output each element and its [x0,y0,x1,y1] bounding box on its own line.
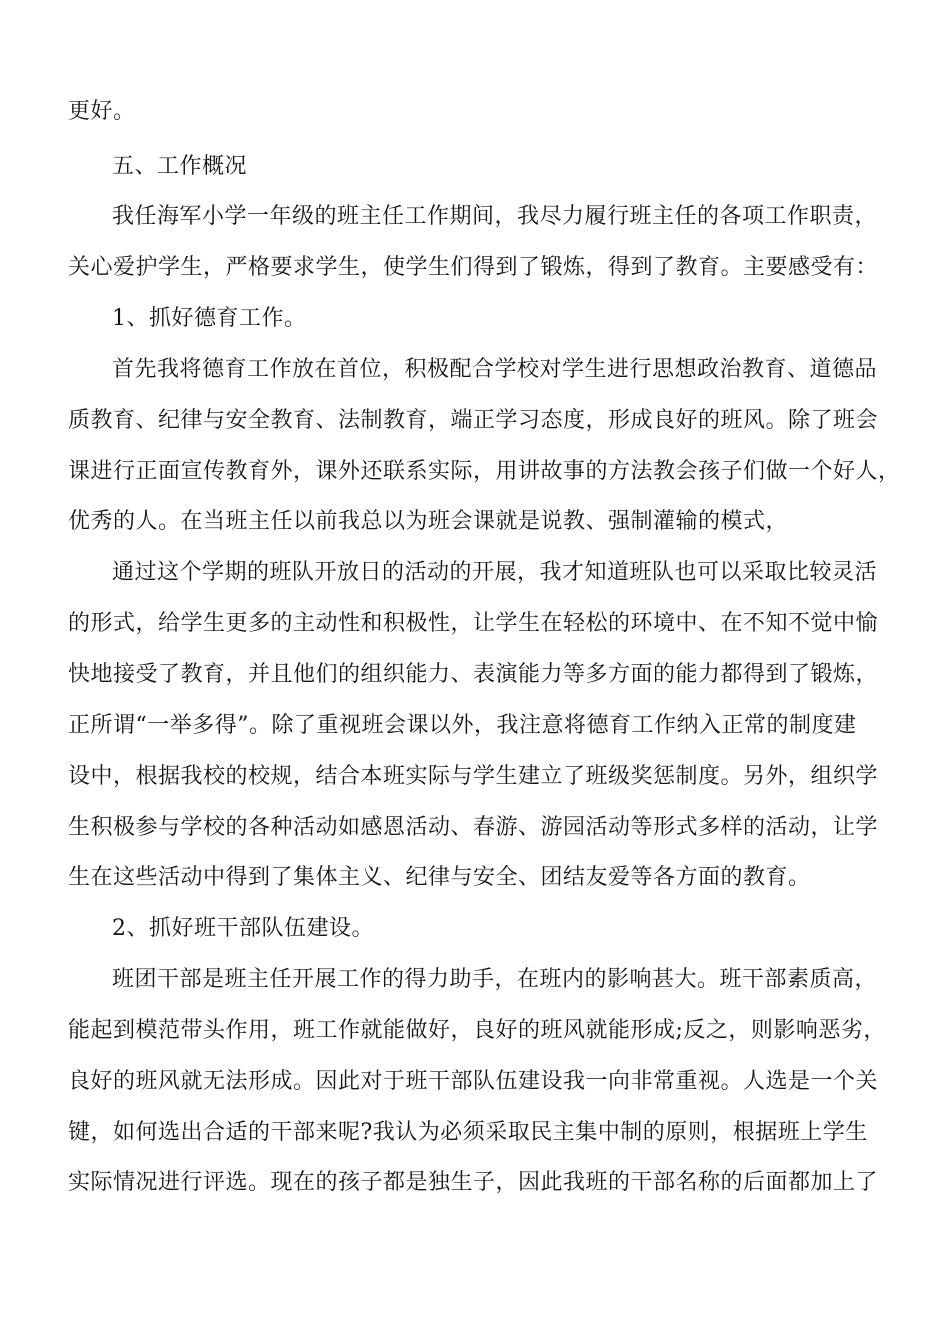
text-line: 的形式，给学生更多的主动性和积极性，让学生在轻松的环境中、在不知不觉中愉 [68,611,879,636]
text-line: 正所谓“一举多得”。除了重视班会课以外，我注意将德育工作纳入正常的制度建 [68,713,857,738]
text-line: 实际情况进行评选。现在的孩子都是独生子，因此我班的干部名称的后面都加上了 [68,1170,879,1195]
text-line: 我任海军小学一年级的班主任工作期间，我尽力履行班主任的各项工作职责， [112,204,878,229]
text-line: 通过这个学期的班队开放日的活动的开展，我才知道班队也可以采取比较灵活 [112,560,878,585]
subsection-heading: 1、抓好德育工作。 [112,306,307,331]
text-line: 更好。 [68,99,136,124]
text-line: 良好的班风就无法形成。因此对于班干部队伍建设我一向非常重视。人选是一个关 [68,1069,879,1094]
text-line: 能起到模范带头作用，班工作就能做好，良好的班风就能形成;反之，则影响恶劣， [68,1018,886,1043]
text-line: 设中，根据我校的校规，结合本班实际与学生建立了班级奖惩制度。另外，组织学 [68,764,879,789]
text-line: 关心爱护学生，严格要求学生，使学生们得到了锻炼，得到了教育。主要感受有： [68,255,879,280]
text-line: 生在这些活动中得到了集体主义、纪律与安全、团结友爱等各方面的教育。 [68,865,811,890]
text-line: 质教育、纪律与安全教育、法制教育，端正学习态度，形成良好的班风。除了班会 [68,408,879,433]
text-line: 优秀的人。在当班主任以前我总以为班会课就是说教、强制灌输的模式， [68,509,789,534]
text-line: 首先我将德育工作放在首位，积极配合学校对学生进行思想政治教育、道德品 [112,357,878,382]
text-line: 班团干部是班主任开展工作的得力助手，在班内的影响甚大。班干部素质高， [112,967,878,992]
section-heading: 五、工作概况 [112,154,248,179]
text-line: 快地接受了教育，并且他们的组织能力、表演能力等多方面的能力都得到了锻炼， [68,662,879,687]
text-line: 键，如何选出合适的干部来呢?我认为必须采取民主集中制的原则，根据班上学生 [68,1120,868,1145]
text-line: 课进行正面宣传教育外，课外还联系实际，用讲故事的方法教会孩子们做一个好人， [68,459,901,484]
text-line: 生积极参与学校的各种活动如感恩活动、春游、游园活动等形式多样的活动，让学 [68,815,879,840]
subsection-heading: 2、抓好班干部队伍建设。 [112,916,374,941]
